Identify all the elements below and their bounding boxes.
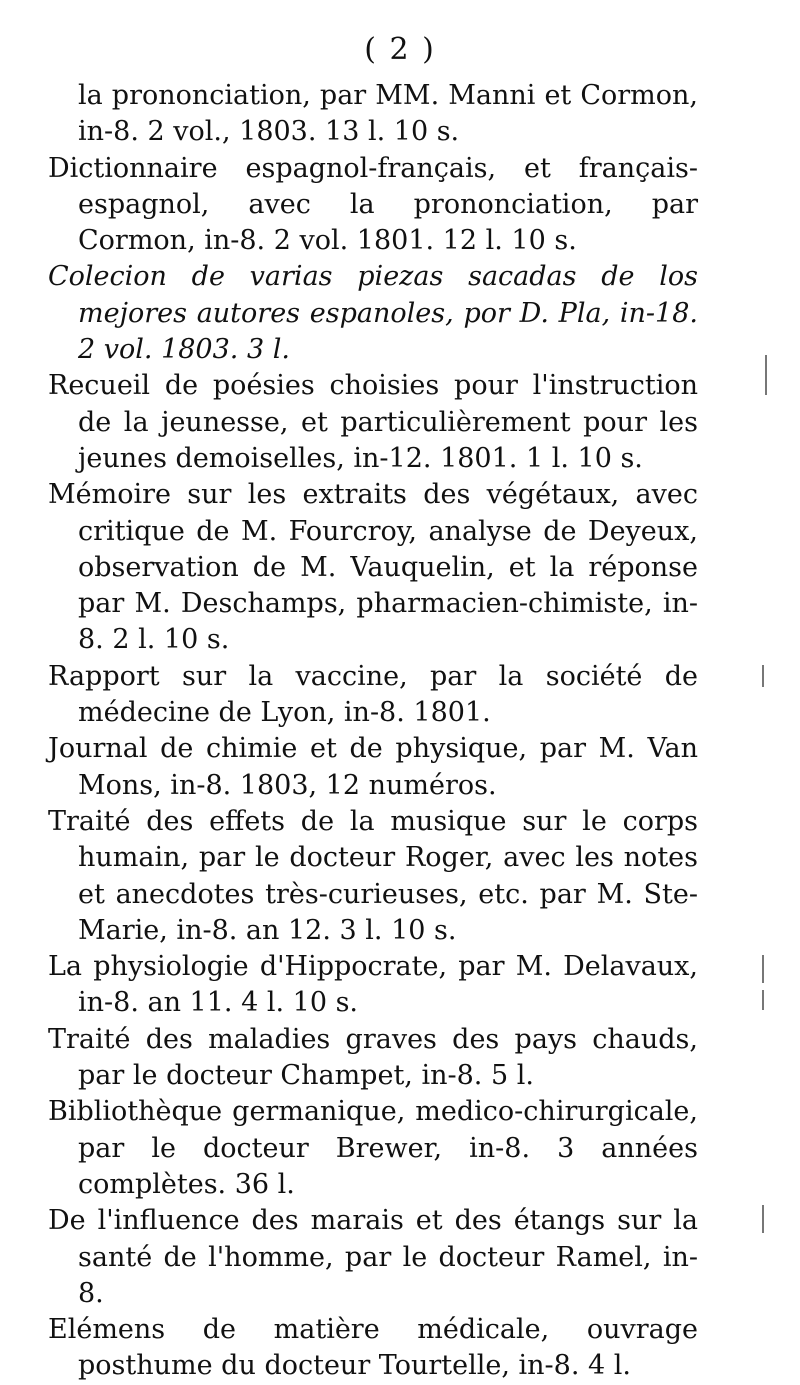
catalogue-entry: Mémoire sur les extraits des végétaux, avec critique de M. Fourcroy, analyse de Deyeux, observation de M. Vauquelin, et la réponse par M. Deschamps, pharmacien-chimiste, in-8. 2 l. 10 s. [48,479,698,656]
catalogue-entry: Recueil de poésies choisies pour l'instruction de la jeunesse, et particulièrement pour les jeunes demoiselles, in-12. 1801. 1 l. 10 s. [48,370,698,474]
catalogue-entry: Traité des maladies graves des pays chauds, par le docteur Champet, in-8. 5 l. [48,1023,698,1092]
catalogue-entries [48,78,698,1385]
catalogue-entry-italic: Colecion de varias piezas sacadas de los mejores autores espanoles, por D. Pla, in-18. 2 vol. 1803. 3 l. [48,261,698,366]
margin-scan-mark [762,665,764,687]
page-number: ( 2 ) [364,32,436,67]
margin-scan-mark [765,355,767,395]
margin-scan-mark [762,955,764,983]
margin-scan-mark [762,1205,764,1233]
catalogue-entry: Dictionnaire espagnol-français, et français-espagnol, avec la prononciation, par Cormon, in-8. 2 vol. 1801. 12 l. 10 s. [48,152,698,257]
catalogue-entry: Elémens de matière médicale, ouvrage posthume du docteur Tourtelle, in-8. 4 l. [48,1314,698,1382]
catalogue-entry: De l'influence des marais et des étangs sur la santé de l'homme, par le docteur Ramel, in-8. [48,1205,698,1309]
catalogue-entry: La physiologie d'Hippocrate, par M. Delavaux, in-8. an 11. 4 l. 10 s. [48,951,698,1019]
catalogue-entry: Rapport sur la vaccine, par la société de médecine de Lyon, in-8. 1801. [48,660,698,729]
catalogue-entry: Journal de chimie et de physique, par M. Van Mons, in-8. 1803, 12 numéros. [48,733,698,801]
catalogue-entry-continuation: la prononciation, par MM. Manni et Cormon, in-8. 2 vol., 1803. 13 l. 10 s. [78,80,698,148]
catalogue-entry: Bibliothèque germanique, medico-chirurgicale, par le docteur Brewer, in-8. 3 années complètes. 36 l. [48,1096,698,1200]
catalogue-entry: Traité des effets de la musique sur le corps humain, par le docteur Roger, avec les notes et anecdotes très-curieuses, etc. par M. Ste-Marie, in-8. an 12. 3 l. 10 s. [48,805,698,946]
margin-scan-mark [762,990,764,1010]
